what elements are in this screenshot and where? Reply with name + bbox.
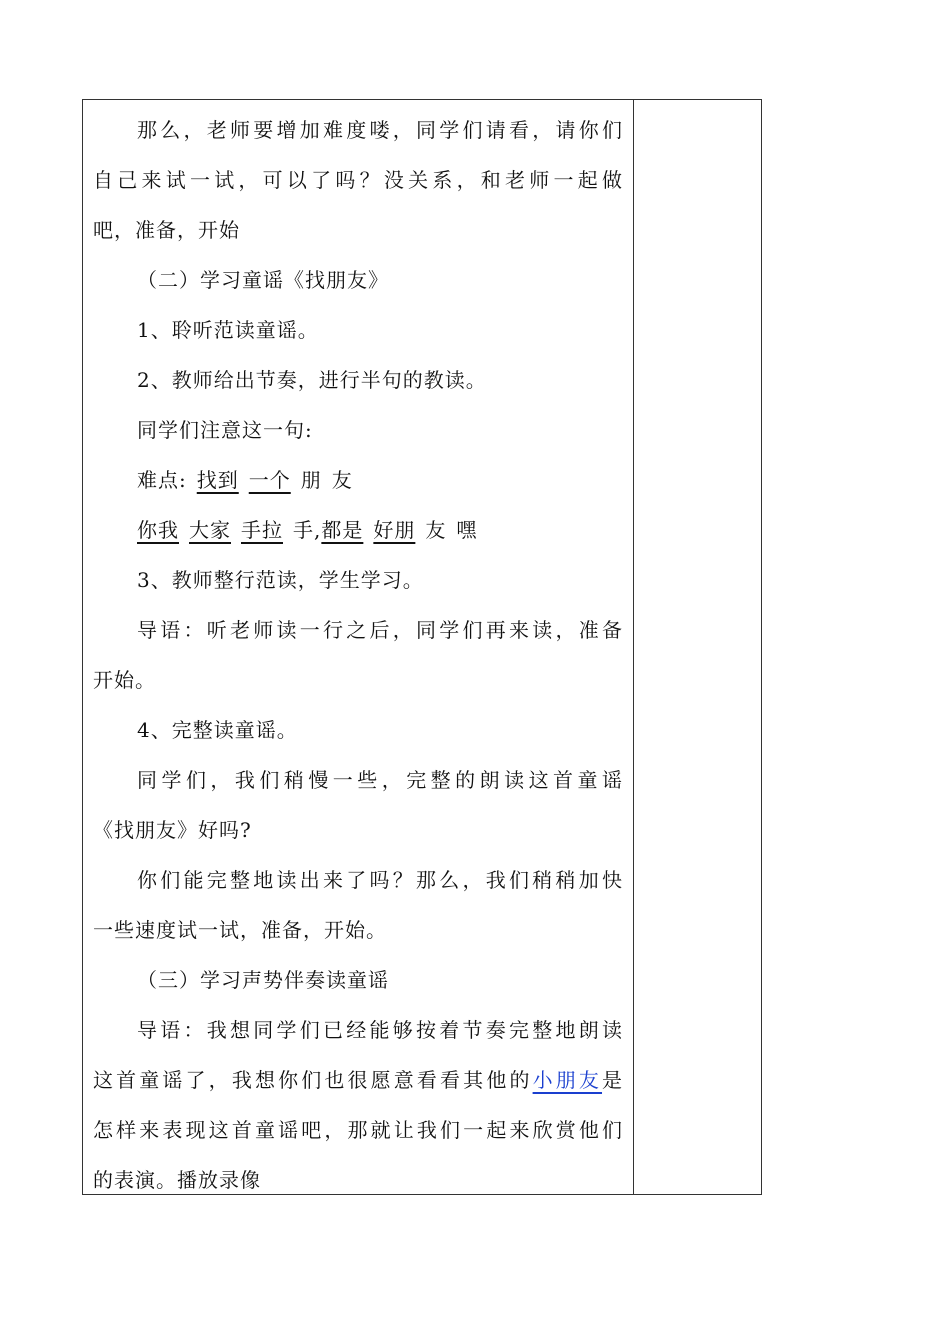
section-heading: （二）学习童谣《找朋友》 <box>137 268 389 292</box>
underlined-word: 都是 <box>321 518 364 542</box>
word: 嘿 <box>456 518 478 542</box>
word: 朋 <box>300 468 322 492</box>
text-line: 你们能完整地读出来了吗？那么，我们稍稍加快 <box>137 868 623 892</box>
text-line: 导语：我想同学们已经能够按着节奏完整地朗读 <box>137 1018 623 1042</box>
section-heading: （三）学习声势伴奏读童谣 <box>137 968 389 992</box>
text-line: 自己来试一试，可以了吗？没关系，和老师一起做 <box>93 168 623 192</box>
text-line: 那么，老师要增加难度喽，同学们请看，请你们 <box>137 118 623 142</box>
word: 友 <box>425 518 447 542</box>
text-segment: 是 <box>602 1068 624 1092</box>
text-line: 一些速度试一试，准备，开始。 <box>93 918 387 942</box>
column-divider <box>633 100 634 1194</box>
text-line: 同学们注意这一句: <box>137 418 313 442</box>
text-line: 的表演。播放录像 <box>93 1168 261 1192</box>
underlined-word: 大家 <box>189 518 231 542</box>
text-line: 《找朋友》好吗? <box>93 818 252 842</box>
text-line: 怎样来表现这首童谣吧，那就让我们一起来欣赏他们 <box>93 1118 623 1142</box>
text-line: 同学们，我们稍慢一些，完整的朗读这首童谣 <box>137 768 623 792</box>
rhyme-line <box>93 508 623 558</box>
text-line: 导语：听老师读一行之后，同学们再来读，准备 <box>137 618 623 642</box>
text-line: 开始。 <box>93 668 156 692</box>
underlined-word: 找到 <box>196 468 239 492</box>
text-line: 2、教师给出节奏，进行半句的教读。 <box>137 368 487 392</box>
word: 手, <box>293 518 322 542</box>
word: 友 <box>331 468 353 492</box>
underlined-word: 手拉 <box>241 518 283 542</box>
text-line: 1、聆听范读童谣。 <box>137 318 319 342</box>
text-line-with-link <box>93 1058 623 1108</box>
difficulty-label: 难点: <box>137 468 187 492</box>
xiao-pengyou-link[interactable]: 小朋友 <box>532 1068 603 1092</box>
underlined-word: 一个 <box>248 468 291 492</box>
text-segment: 这首童谣了，我想你们也很愿意看看其他的 <box>93 1068 533 1092</box>
lesson-content-cell <box>93 108 623 1208</box>
underlined-word: 你我 <box>137 518 179 542</box>
lesson-table <box>82 99 762 1195</box>
text-line: 3、教师整行范读，学生学习。 <box>137 568 424 592</box>
difficulty-line <box>93 458 623 508</box>
text-line: 4、完整读童谣。 <box>137 718 298 742</box>
underlined-word: 好朋 <box>373 518 416 542</box>
text-line: 吧，准备，开始 <box>93 218 240 242</box>
